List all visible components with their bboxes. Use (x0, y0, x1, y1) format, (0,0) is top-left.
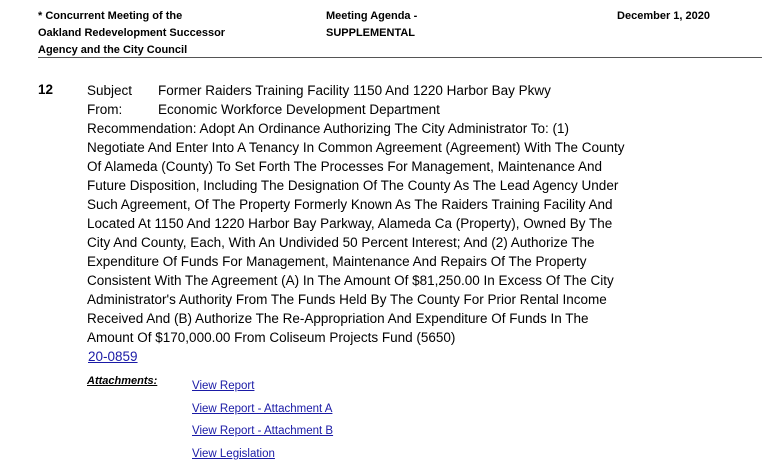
subject-text: Former Raiders Training Facility 1150 And 1220 Harbor Bay Pkwy (158, 83, 551, 98)
agenda-type-line: Meeting Agenda - (326, 10, 418, 22)
from-text: Economic Workforce Development Department (158, 102, 440, 117)
meeting-body-line: * Concurrent Meeting of the (38, 10, 183, 22)
recommendation-text: Recommendation: Adopt An Ordinance Authorizing The City Administrator To: (1) Negotiate And Enter Into A Tenancy In Common Agreement (Agreement) With The County Of Alameda (County) To Set Forth The Processes For Management, Maintenance And Future Disposition, Including The Designation Of The County As The Lead Agency Under Such Agreement, Of The Property Formerly Known As The Raiders Training Facility And Located At 1150 And 1220 Harbor Bay Parkway, Alameda Ca (Property), Owned By The City And County, Each, With An Undivided 50 Percent Interest; And (2) Authorize The Expenditure Of Funds For Management, Maintenance And Repairs Of The Property Consistent With The Agreement (A) In The Amount Of $81,250.00 In Excess Of The City Administrator's Authority From The Funds Held By The County For Prior Rental Income Received And (B) Authorize The Re-Appropriation And Expenditure Of Funds In The Amount Of $170,000.00 From Coliseum Projects Fund (5650) (87, 121, 625, 345)
subject-row (87, 81, 687, 100)
meeting-body-title (38, 8, 288, 59)
view-report-link[interactable]: View Report (192, 380, 255, 392)
agenda-type (326, 8, 486, 42)
item-number: 12 (38, 82, 54, 97)
agenda-type-line: SUPPLEMENTAL (326, 27, 416, 39)
view-report-attachment-a-link[interactable]: View Report - Attachment A (192, 402, 333, 415)
meeting-body-line: Agency and the City Council (38, 44, 188, 56)
view-legislation-link[interactable]: View Legislation (192, 448, 275, 461)
header-divider (38, 57, 762, 58)
view-report-attachment-b-link[interactable]: View Report - Attachment B (192, 425, 334, 438)
from-row (87, 100, 687, 119)
attachments-list (192, 375, 333, 466)
legislation-id-link[interactable]: 20-0859 (88, 349, 138, 364)
meeting-date: December 1, 2020 (617, 10, 710, 22)
attachments-label: Attachments: (87, 375, 158, 387)
subject-label: Subject (87, 83, 133, 98)
meeting-body-line: Oakland Redevelopment Successor (38, 27, 226, 39)
agenda-item (87, 81, 687, 366)
from-label: From: (87, 102, 123, 117)
